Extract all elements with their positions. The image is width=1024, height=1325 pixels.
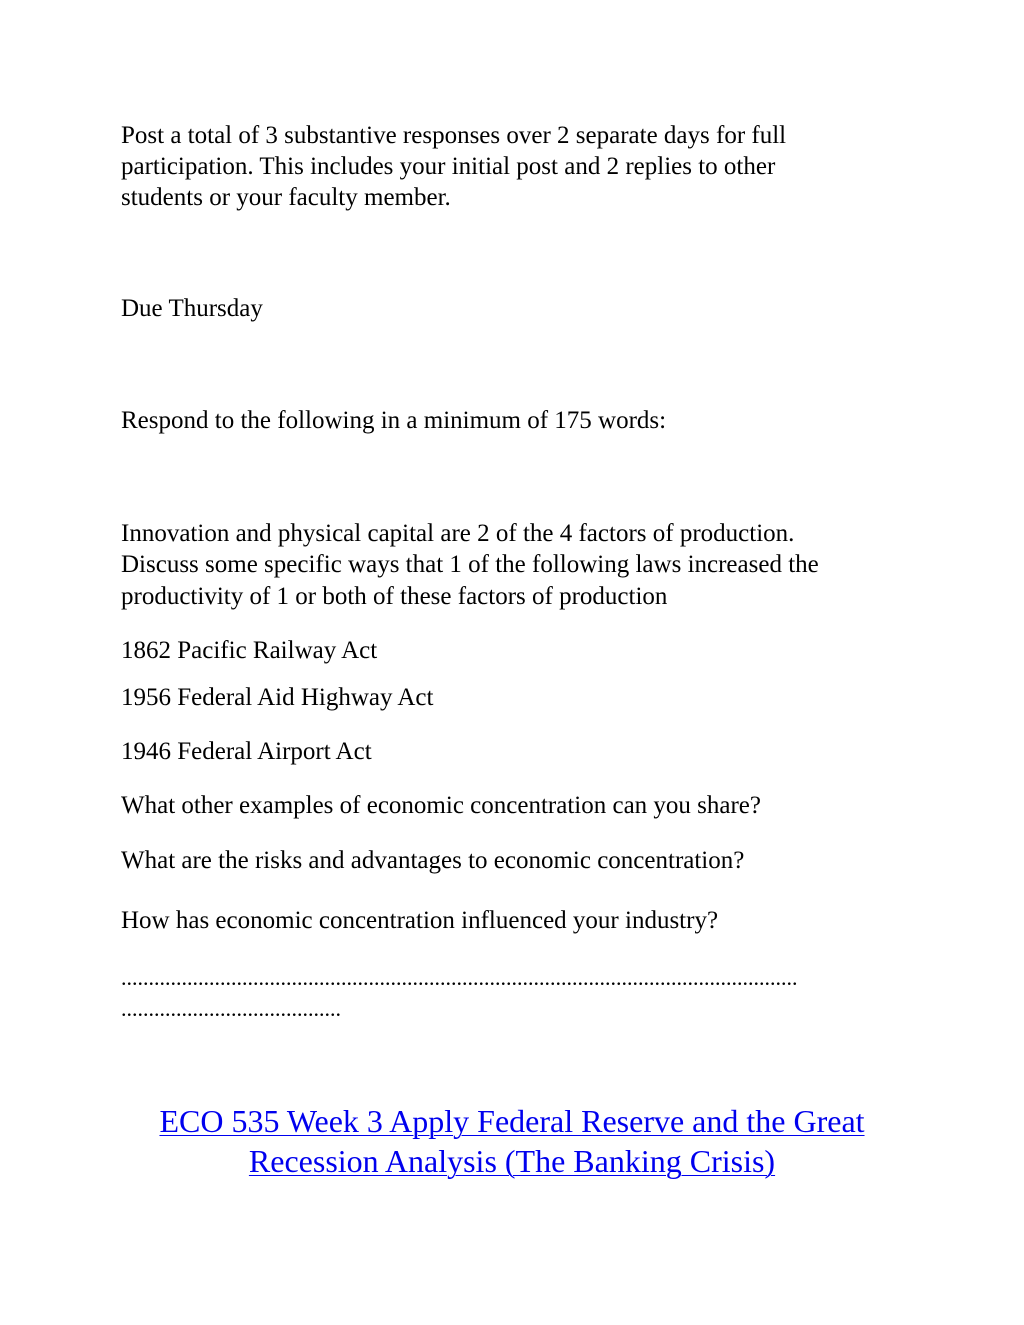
law-item-federal-airport: 1946 Federal Airport Act xyxy=(121,738,372,765)
product-link[interactable] xyxy=(159,1103,864,1179)
intro-line-2: participation. This includes your initial post and 2 replies to other xyxy=(121,153,776,180)
product-link-line-2: Recession Analysis (The Banking Crisis) xyxy=(248,1143,776,1179)
followup-question-risks: What are the risks and advantages to economic concentration? xyxy=(121,847,745,874)
dotted-separator-line-2: ........................................ xyxy=(121,996,341,1021)
product-link-block xyxy=(0,1101,1024,1181)
law-item-pacific-railway: 1862 Pacific Railway Act xyxy=(121,637,378,664)
product-link-line-1: ECO 535 Week 3 Apply Federal Reserve and the Great xyxy=(159,1103,865,1139)
question-line-2: Discuss some specific ways that 1 of the following laws increased the xyxy=(121,551,819,578)
dotted-separator-line-1: ........................................................................................................................... xyxy=(121,965,798,990)
question-line-3: productivity of 1 or both of these factors of production xyxy=(121,583,668,610)
intro-line-3: students or your faculty member. xyxy=(121,184,451,211)
intro-line-1: Post a total of 3 substantive responses over 2 separate days for full xyxy=(121,122,787,149)
due-date-text: Due Thursday xyxy=(121,295,263,322)
question-line-1: Innovation and physical capital are 2 of the 4 factors of production. xyxy=(121,520,795,547)
followup-question-examples: What other examples of economic concentration can you share? xyxy=(121,792,762,819)
law-item-federal-aid-highway: 1956 Federal Aid Highway Act xyxy=(121,684,434,711)
followup-question-industry: How has economic concentration influenced your industry? xyxy=(121,907,719,934)
instruction-text: Respond to the following in a minimum of 175 words: xyxy=(121,407,667,434)
